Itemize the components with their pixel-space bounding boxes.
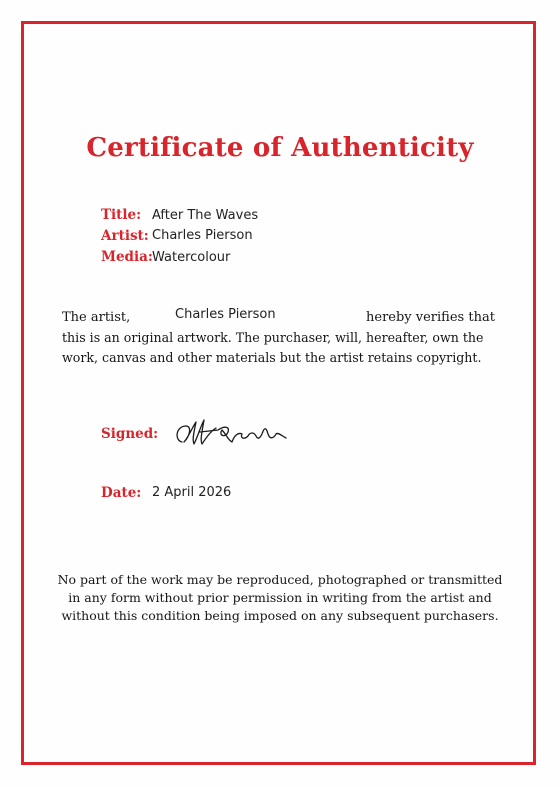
statement-line3: work, canvas and other materials but the artist retains copyright. bbox=[62, 350, 482, 365]
notice-line1: No part of the work may be reproduced, photographed or transmitted bbox=[57, 572, 503, 587]
notice-line2: in any form without prior permission in writing from the artist and bbox=[68, 590, 492, 605]
notice-line3: without this condition being imposed on any subsequent purchasers. bbox=[61, 608, 499, 623]
artist-value: Charles Pierson bbox=[152, 228, 253, 243]
media-value: Watercolour bbox=[152, 250, 231, 265]
title-value: After The Waves bbox=[152, 208, 259, 223]
statement-line2: this is an original artwork. The purchaser, will, hereafter, own the bbox=[62, 330, 484, 345]
title-label: Title: bbox=[101, 207, 142, 223]
statement-line1-end: hereby verifies that bbox=[366, 310, 495, 325]
signed-label: Signed: bbox=[101, 426, 159, 442]
statement-artist-name: Charles Pierson bbox=[175, 307, 276, 322]
certificate-title: Certificate of Authenticity bbox=[86, 133, 474, 163]
handwritten-signature bbox=[170, 414, 290, 454]
date-label: Date: bbox=[101, 485, 142, 501]
media-label: Media: bbox=[101, 249, 153, 265]
date-value: 2 April 2026 bbox=[152, 485, 232, 500]
statement-line1-start: The artist, bbox=[62, 310, 131, 325]
artist-label: Artist: bbox=[101, 228, 149, 244]
